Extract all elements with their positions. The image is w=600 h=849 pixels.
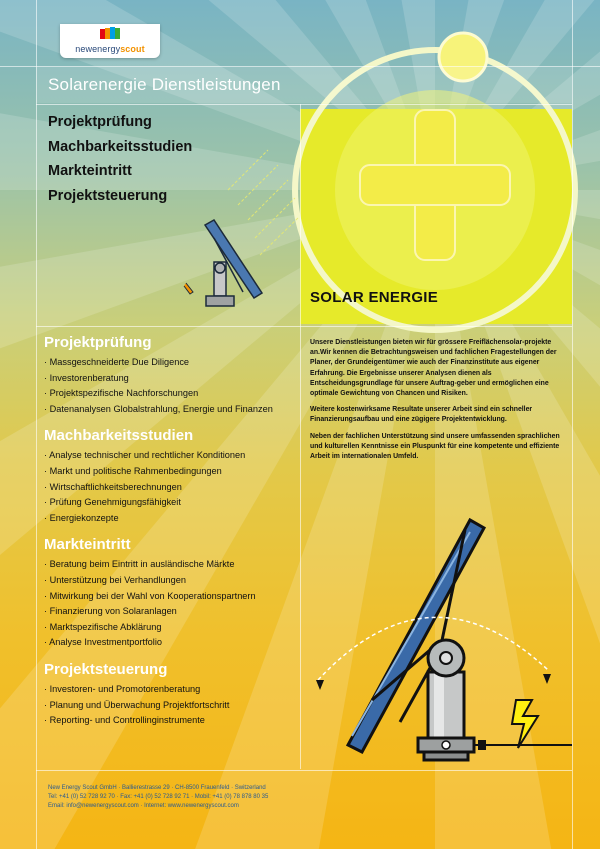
footer-phone: Tel: +41 (0) 52 728 92 70 · Fax: +41 (0) 52 728 92 71 · Mobil: +41 (0) 78 878 80 35 [48, 794, 269, 800]
section-list [44, 557, 299, 651]
topic-item: Projektprüfung [48, 114, 152, 130]
list-item: · Planung und Überwachung Projektfortschritt [44, 699, 230, 710]
description-column [310, 338, 560, 468]
section-machbarkeitsstudien [44, 427, 299, 526]
logo-prefix: newenergy [75, 44, 121, 54]
small-solar-panel-icon [184, 150, 298, 306]
list-item: · Finanzierung von Solaranlagen [44, 606, 177, 617]
page-title: Solarenergie Dienstleistungen [48, 75, 281, 94]
list-item: · Marktspezifische Abklärung [44, 621, 162, 632]
topic-item: Markteintritt [48, 163, 132, 179]
topic-item: Machbarkeitsstudien [48, 138, 193, 155]
body-paragraph: Weitere kostenwirksame Resultate unserer Arbeit sind ein schneller Finanzierungsaufbau und eine zügigere Projektentwicklung. [310, 406, 533, 424]
logo-wordmark [60, 44, 160, 54]
section-heading: Projektsteuerung [44, 660, 168, 678]
list-item: · Energiekonzepte [44, 512, 119, 523]
logo-suffix: scout [120, 44, 145, 54]
logo-mark-icon [100, 27, 120, 40]
topic-item: Projektsteuerung [48, 187, 168, 204]
list-item: · Mitwirkung bei der Wahl von Kooperationspartnern [44, 590, 256, 601]
section-list [44, 682, 299, 729]
section-list [44, 355, 299, 417]
section-markteintritt [44, 536, 299, 651]
list-item: · Projektspezifische Nachforschungen [44, 388, 199, 399]
section-projektsteuerung [44, 661, 299, 729]
list-item: · Analyse Investmentportfolio [44, 637, 162, 648]
solar-energie-heading: SOLAR ENERGIE [310, 289, 439, 306]
section-heading: Projektprüfung [44, 334, 152, 351]
list-item: · Massgeschneiderte Due Diligence [44, 357, 190, 367]
list-item: · Prüfung Genehmigungsfähigkeit [44, 497, 181, 508]
services-column [44, 334, 299, 739]
footer-contact [48, 784, 268, 811]
footer-address: New Energy Scout GmbH · Ballierestrasse 29 · CH-8500 Frauenfeld · Switzerland [48, 785, 266, 791]
list-item: · Reporting- und Controllinginstrumente [44, 715, 205, 726]
section-heading: Markteintritt [44, 536, 131, 554]
body-paragraph: Unsere Dienstleistungen bieten wir für grössere Freiflächensolar-projekte an.Wir kennen die Betrachtungsweisen und fachlichen Fragestellungen der Planer, der Grundeigentümer wie auch der Finanzinstitute aus eigener Erfahrung. Die Ergebnisse unserer Analysen dienen als Entscheidungsgrundlage für unsere Auftrag-geber und ermöglichen eine optimale Gewichtung von Chancen und Risiken. [310, 339, 557, 398]
list-item: · Beratung beim Eintritt in ausländische Märkte [44, 559, 235, 570]
list-item: · Markt und politische Rahmenbedingungen [44, 465, 222, 476]
section-heading: Machbarkeitsstudien [44, 427, 194, 445]
list-item: · Investoren- und Promotorenberatung [44, 683, 201, 694]
section-projektpruefung [44, 334, 299, 417]
topic-list [48, 110, 192, 208]
company-logo[interactable] [60, 24, 160, 58]
large-solar-panel-icon [316, 520, 572, 760]
footer-email[interactable]: Email: info@newenergyscout.com · Internet: www.newenergyscout.com [48, 803, 239, 809]
list-item: · Investorenberatung [44, 372, 129, 383]
list-item: · Wirtschaftlichkeitsberechnungen [44, 481, 182, 492]
list-item: · Unterstützung bei Verhandlungen [44, 574, 186, 585]
body-paragraph: Neben der fachlichen Unterstützung sind unsere umfassenden sprachlichen und kulturellen Kenntnisse ein Pluspunkt für eine kompetente und effiziente Arbeit im internationalen Umfeld. [310, 432, 560, 461]
section-list [44, 448, 299, 526]
list-item: · Datenanalysen Globalstrahlung, Energie und Finanzen [44, 403, 273, 414]
list-item: · Analyse technischer und rechtlicher Konditionen [44, 450, 246, 461]
